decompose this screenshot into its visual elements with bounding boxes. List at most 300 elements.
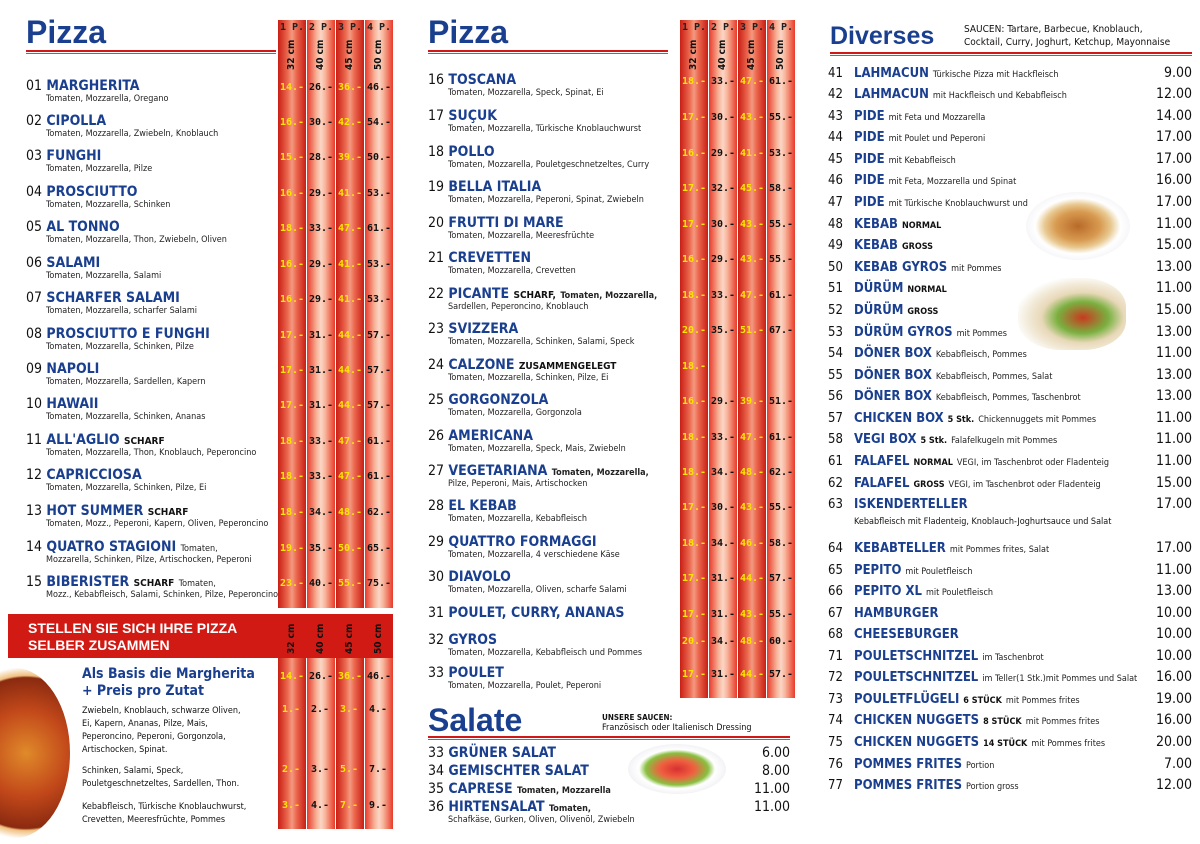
menu-item	[828, 541, 1049, 556]
item-name: POLLO	[448, 144, 495, 160]
page-title: Pizza	[428, 14, 509, 50]
sauces-label: UNSERE SAUCEN:	[602, 713, 673, 722]
price-column	[336, 20, 364, 608]
page-title: Diverses	[830, 22, 935, 50]
item-desc: Schafkäse, Gurken, Oliven, Olivenöl, Zwiebeln	[448, 815, 635, 825]
cm-header: 40 cm	[315, 623, 326, 654]
menu-item	[828, 130, 985, 145]
item-number: 24	[428, 357, 445, 373]
price-cell: 44.-	[740, 669, 765, 680]
item-name: CAPRESE	[448, 781, 513, 797]
price-cell: 33.-	[711, 76, 736, 87]
cm-header: 32 cm	[286, 623, 297, 654]
item-name-line	[428, 463, 678, 479]
item-name: HOT SUMMER	[46, 503, 144, 519]
item-name: PIDE	[854, 173, 885, 188]
item-name: FALAFEL	[854, 454, 910, 469]
price-cell: 41.-	[338, 294, 363, 305]
item-desc: Tomaten, Mozzarella, Kebabfleisch	[448, 514, 587, 524]
price-cell: 4.-	[369, 704, 388, 715]
topping-text: Kebabfleisch, Türkische Knoblauchwurst,	[82, 802, 247, 812]
item-price: 13.00	[1155, 388, 1192, 404]
item-name: BELLA ITALIA	[448, 179, 542, 195]
item-desc: Chickennuggets mit Pommes	[978, 415, 1097, 425]
cm-header: 45 cm	[746, 39, 757, 70]
salad-price: 6.00	[761, 745, 790, 761]
size-header: 3 P.	[739, 22, 765, 33]
item-name-line	[428, 428, 678, 444]
price-cell: 65.-	[367, 543, 392, 554]
price-cell: 18.-	[682, 361, 707, 372]
price-cell: 55.-	[769, 609, 794, 620]
item-desc: mit Pommes frites	[1005, 696, 1080, 706]
right-panel	[804, 0, 1200, 844]
price-cell: 31.-	[309, 400, 334, 411]
item-number: 23	[428, 321, 445, 337]
item-price: 13.00	[1155, 324, 1192, 340]
salad-item	[428, 799, 635, 826]
item-name-line	[26, 396, 276, 412]
price-cell: 41.-	[338, 188, 363, 199]
price-cell: 34.-	[309, 507, 334, 518]
price-cell: 53.-	[367, 188, 392, 199]
item-name: SVIZZERA	[448, 321, 519, 337]
price-cell: 57.-	[367, 365, 392, 376]
price-cell: 17.-	[280, 365, 305, 376]
menu-item	[26, 255, 276, 282]
price-cell: 54.-	[367, 117, 392, 128]
menu-item	[26, 219, 276, 246]
item-price: 15.00	[1155, 302, 1192, 318]
item-name: ALL'AGLIO	[46, 432, 120, 448]
salad-item	[428, 745, 628, 761]
basis-line: + Preis pro Zutat	[82, 683, 205, 699]
item-price: 11.00	[1155, 410, 1192, 426]
item-name: POULET, CURRY, ANANAS	[448, 605, 625, 621]
title-rule	[26, 50, 276, 54]
item-number: 06	[26, 255, 43, 271]
menu-item	[828, 692, 1080, 707]
price-cell: 46.-	[740, 538, 765, 549]
item-desc: Tomaten, Mozzarella, Crevetten	[448, 266, 576, 276]
price-cell: 39.-	[740, 396, 765, 407]
item-price: 16.00	[1155, 712, 1192, 728]
item-desc: Tomaten, Mozzarella, Schinken, Salami, Speck	[448, 337, 635, 347]
size-header: 2 P.	[308, 22, 334, 33]
menu-item	[428, 144, 678, 171]
item-name: EL KEBAB	[448, 498, 517, 514]
item-name-line	[26, 113, 276, 129]
item-number: 35	[428, 781, 445, 797]
price-cell: 46.-	[367, 82, 392, 93]
price-cell: 17.-	[682, 669, 707, 680]
item-name: ISKENDERTELLER	[854, 497, 968, 512]
item-desc: Tomaten, Mozzarella, Zwiebeln, Knoblauch	[46, 129, 219, 139]
item-desc: mit Kebabfleisch	[888, 156, 956, 166]
item-desc: mit Poulet und Peperoni	[888, 134, 986, 144]
item-name: CIPOLLA	[46, 113, 107, 129]
price-cell: 16.-	[682, 148, 707, 159]
item-tag: NORMAL	[901, 221, 942, 231]
item-name-line	[26, 148, 276, 164]
price-column	[365, 20, 393, 608]
price-cell: 26.-	[309, 82, 334, 93]
middle-panel	[402, 0, 800, 844]
item-number: 20	[428, 215, 445, 231]
price-cell: 41.-	[740, 148, 765, 159]
price-cell: 28.-	[309, 152, 334, 163]
price-column	[278, 20, 306, 608]
menu-item	[26, 148, 276, 175]
price-cell: 47.-	[338, 223, 363, 234]
item-price: 11.00	[1155, 453, 1192, 469]
item-price: 13.00	[1155, 259, 1192, 275]
item-name: HAMBURGER	[854, 606, 939, 621]
menu-item	[828, 109, 985, 124]
item-desc: Tomaten, Mozzarella, Schinken, Pilze, Ei	[46, 483, 207, 493]
item-name-line	[428, 498, 678, 514]
item-name-line	[428, 665, 678, 681]
menu-item	[828, 325, 1007, 340]
item-number: 75	[828, 735, 843, 750]
price-cell: 67.-	[769, 325, 794, 336]
item-name-line	[428, 781, 628, 797]
item-number: 51	[828, 281, 843, 296]
price-cell: 5.-	[340, 764, 359, 775]
item-tag: GROSS	[907, 307, 939, 317]
menu-item	[828, 152, 956, 167]
price-cell: 47.-	[740, 432, 765, 443]
size-header: 2 P.	[710, 22, 736, 33]
menu-item	[428, 498, 678, 525]
menu-item	[428, 463, 678, 490]
price-cell: 31.-	[309, 330, 334, 341]
item-tag: GROSS	[901, 242, 933, 252]
price-cell: 40.-	[309, 578, 334, 589]
item-desc: mit Feta und Mozzarella	[888, 113, 986, 123]
price-cell: 34.-	[711, 467, 736, 478]
price-cell: 47.-	[338, 471, 363, 482]
item-name-line	[428, 286, 678, 302]
price-cell: 53.-	[769, 148, 794, 159]
item-number: 33	[428, 745, 445, 761]
item-number: 33	[428, 665, 445, 681]
item-number: 48	[828, 217, 843, 232]
item-tag: ZUSAMMENGELEGT	[518, 361, 617, 372]
item-desc: mit Pommes frites, Salat	[949, 545, 1050, 555]
item-number: 16	[428, 72, 445, 88]
menu-item	[428, 357, 678, 384]
price-cell: 36.-	[338, 671, 363, 682]
item-desc: Tomaten, Mozzarella, Türkische Knoblauchwurst	[448, 124, 642, 134]
price-cell: 48.-	[740, 467, 765, 478]
item-tag: NORMAL	[913, 458, 953, 468]
item-number: 77	[828, 778, 843, 793]
item-desc: mit Pommes frites	[1025, 717, 1100, 727]
item-desc: mit Pommes	[951, 264, 1002, 274]
menu-item	[828, 217, 941, 232]
price-cell: 55.-	[769, 112, 794, 123]
item-desc: Tomaten, Mozzarella, Peperoni, Spinat, Zwiebeln	[448, 195, 644, 205]
item-price: 15.00	[1155, 475, 1192, 491]
item-name: VEGETARIANA	[448, 463, 548, 479]
item-name: SCHARFER SALAMI	[46, 290, 180, 306]
item-name-line	[26, 539, 276, 555]
price-cell: 42.-	[338, 117, 363, 128]
price-cell: 47.-	[740, 76, 765, 87]
menu-item	[828, 173, 1016, 188]
item-desc: im Taschenbrot	[982, 653, 1044, 663]
item-desc: VEGI, im Taschenbrot oder Fladenteig	[956, 458, 1110, 468]
item-number: 72	[828, 670, 843, 685]
menu-item	[428, 286, 678, 313]
price-cell: 16.-	[682, 396, 707, 407]
price-cell: 9.-	[369, 800, 388, 811]
price-cell: 32.-	[711, 183, 736, 194]
item-number: 25	[428, 392, 445, 408]
item-desc: Tomaten, Mozzarella, Speck, Spinat, Ei	[448, 88, 604, 98]
price-cell: 17.-	[280, 400, 305, 411]
item-name: PIDE	[854, 152, 885, 167]
item-desc: Tomaten, Mozzarella, Thon, Zwiebeln, Oliven	[46, 235, 227, 245]
price-cell: 31.-	[711, 573, 736, 584]
item-name-line	[428, 569, 678, 585]
item-price: 12.00	[1155, 86, 1192, 102]
item-name: CHEESEBURGER	[854, 627, 959, 642]
sauces-line: Cocktail, Curry, Joghurt, Ketchup, Mayonnaise	[964, 37, 1171, 48]
item-name-line	[26, 361, 276, 377]
menu-item	[26, 290, 276, 317]
price-cell: 55.-	[769, 502, 794, 513]
item-name-line	[428, 605, 678, 621]
item-number: 52	[828, 303, 843, 318]
menu-item	[828, 670, 1137, 685]
price-cell: 20.-	[682, 636, 707, 647]
menu-item	[828, 238, 933, 253]
item-name-line	[26, 78, 276, 94]
item-name: AMERICANA	[448, 428, 533, 444]
basis-line: Als Basis die Margherita	[82, 666, 255, 682]
menu-item	[428, 632, 678, 659]
price-cell: 30.-	[309, 117, 334, 128]
item-desc: Tomaten, Mozzarella, Schinken, Pilze, Ei	[448, 373, 609, 383]
salad-item	[428, 763, 628, 779]
price-cell: 18.-	[280, 507, 305, 518]
price-cell: 31.-	[309, 365, 334, 376]
item-number: 50	[828, 260, 843, 275]
item-name: HIRTENSALAT	[448, 799, 545, 815]
price-cell: 46.-	[367, 671, 392, 682]
item-desc: VEGI, im Taschenbrot oder Fladenteig	[948, 480, 1101, 490]
menu-item	[26, 503, 276, 530]
item-name-line	[428, 144, 678, 160]
item-name: FALAFEL	[854, 476, 910, 491]
item-number: 13	[26, 503, 43, 519]
menu-item	[26, 361, 276, 388]
item-name: PICANTE	[448, 286, 510, 302]
price-cell: 18.-	[682, 76, 707, 87]
topping-text: Artischocken, Spinat.	[82, 745, 168, 755]
price-cell: 29.-	[711, 396, 736, 407]
price-cell: 44.-	[740, 573, 765, 584]
item-number: 54	[828, 346, 843, 361]
left-panel	[0, 0, 400, 844]
price-cell: 53.-	[367, 259, 392, 270]
item-number: 30	[428, 569, 445, 585]
price-cell: 43.-	[740, 112, 765, 123]
item-number: 44	[828, 130, 843, 145]
cm-header: 32 cm	[688, 39, 699, 70]
price-cell: 18.-	[682, 432, 707, 443]
price-cell: 3.-	[311, 764, 330, 775]
menu-item	[828, 346, 1027, 361]
menu-item	[26, 539, 276, 566]
item-tag: 5 Stk.	[947, 415, 975, 425]
price-cell: 23.-	[280, 578, 305, 589]
item-desc: Kebabfleisch, Pommes	[935, 350, 1027, 360]
menu-item	[828, 584, 993, 599]
item-number: 01	[26, 78, 43, 94]
menu-item	[428, 569, 678, 596]
item-price: 9.00	[1163, 65, 1192, 81]
item-number: 53	[828, 325, 843, 340]
item-name: POULET	[448, 665, 504, 681]
item-number: 61	[828, 454, 843, 469]
item-number: 03	[26, 148, 43, 164]
salad-price: 8.00	[761, 763, 790, 779]
size-header: 4 P.	[768, 22, 794, 33]
item-number: 55	[828, 368, 843, 383]
cm-header: 32 cm	[286, 39, 297, 70]
item-desc: Tomaten,	[178, 579, 216, 589]
item-desc: Tomaten, Mozzarella, Oregano	[46, 94, 169, 104]
menu-item	[428, 179, 678, 206]
item-name-line	[26, 432, 276, 448]
item-price: 13.00	[1155, 367, 1192, 383]
item-desc: mit Pouletfleisch	[905, 567, 973, 577]
item-desc: mit Pommes frites	[1031, 739, 1106, 749]
item-number: 71	[828, 649, 843, 664]
price-cell: 51.-	[740, 325, 765, 336]
item-name-line	[428, 72, 678, 88]
price-cell: 3.-	[340, 704, 359, 715]
price-cell: 31.-	[711, 609, 736, 620]
item-number: 09	[26, 361, 43, 377]
item-name: CAPRICCIOSA	[46, 467, 142, 483]
item-number: 17	[428, 108, 445, 124]
item-name-line	[26, 574, 276, 590]
item-name: KEBAB GYROS	[854, 260, 948, 275]
menu-item	[828, 778, 1019, 793]
menu-item	[828, 303, 938, 318]
item-name: PROSCIUTTO E FUNGHI	[46, 326, 210, 342]
item-desc: Kebabfleisch, Pommes, Taschenbrot	[935, 393, 1081, 403]
item-name: GEMISCHTER SALAT	[448, 763, 589, 779]
price-cell: 47.-	[338, 436, 363, 447]
item-name-line	[428, 392, 678, 408]
price-cell: 39.-	[338, 152, 363, 163]
item-number: 45	[828, 152, 843, 167]
item-name: GRÜNER SALAT	[448, 745, 557, 761]
item-number: 29	[428, 534, 445, 550]
price-cell: 16.-	[280, 259, 305, 270]
price-cell: 29.-	[309, 259, 334, 270]
price-cell: 17.-	[682, 573, 707, 584]
price-cell: 35.-	[711, 325, 736, 336]
item-name-line	[26, 255, 276, 271]
item-number: 12	[26, 467, 43, 483]
price-cell: 16.-	[682, 254, 707, 265]
menu-item	[828, 87, 1067, 102]
item-number: 04	[26, 184, 43, 200]
price-cell: 31.-	[711, 669, 736, 680]
item-desc: Tomaten, Mozzarella, Sardellen, Kapern	[46, 377, 206, 387]
item-number: 46	[828, 173, 843, 188]
item-desc: Tomaten,	[180, 544, 218, 554]
item-number: 41	[828, 66, 843, 81]
size-header: 1 P.	[681, 22, 707, 33]
item-desc: Mozzarella, Schinken, Pilze, Artischocken, Peperoni	[46, 555, 252, 565]
item-price: 10.00	[1155, 626, 1192, 642]
price-cell: 53.-	[367, 294, 392, 305]
price-cell: 3.-	[282, 800, 301, 811]
price-cell: 55.-	[769, 219, 794, 230]
item-number: 64	[828, 541, 843, 556]
item-number: 11	[26, 432, 43, 448]
item-name: FRUTTI DI MARE	[448, 215, 564, 231]
item-name: DÜRÜM	[854, 281, 904, 296]
topping-text: Ei, Kapern, Ananas, Pilze, Mais,	[82, 719, 208, 729]
item-name-line	[428, 799, 628, 815]
item-number: 08	[26, 326, 43, 342]
price-cell: 18.-	[280, 471, 305, 482]
item-number: 43	[828, 109, 843, 124]
item-price: 10.00	[1155, 605, 1192, 621]
item-desc: Falafelkugeln mit Pommes	[951, 436, 1058, 446]
menu-item	[828, 735, 1105, 750]
price-cell: 29.-	[309, 188, 334, 199]
item-name-line	[428, 632, 678, 648]
price-cell: 50.-	[367, 152, 392, 163]
price-cell: 75.-	[367, 578, 392, 589]
salad-price: 11.00	[753, 799, 790, 815]
item-number: 66	[828, 584, 843, 599]
item-name: LAHMACUN	[854, 87, 929, 102]
menu-item	[428, 428, 678, 455]
item-name: KEBAB	[854, 238, 898, 253]
item-number: 32	[428, 632, 445, 648]
price-cell: 61.-	[769, 76, 794, 87]
price-cell: 18.-	[682, 290, 707, 301]
title-rule	[428, 50, 668, 54]
item-name: VEGI BOX	[854, 432, 917, 447]
item-name: CHICKEN NUGGETS	[854, 735, 980, 750]
price-cell: 30.-	[711, 502, 736, 513]
item-name: HAWAII	[46, 396, 99, 412]
item-name: KEBABTELLER	[854, 541, 946, 556]
price-cell: 29.-	[711, 148, 736, 159]
price-cell: 35.-	[309, 543, 334, 554]
item-number: 74	[828, 713, 843, 728]
item-desc: Tomaten, Mozzarella, scharfer Salami	[46, 306, 198, 316]
item-desc: Tomaten, Mozzarella, Pouletgeschnetzeltes, Curry	[448, 160, 650, 170]
price-cell: 44.-	[338, 330, 363, 341]
item-desc: Portion	[966, 761, 995, 771]
item-price: 13.00	[1155, 583, 1192, 599]
price-column	[307, 20, 335, 608]
item-name: PIDE	[854, 130, 885, 145]
item-desc: Tomaten, Mozzarella, Oliven, scharfe Salami	[448, 585, 627, 595]
